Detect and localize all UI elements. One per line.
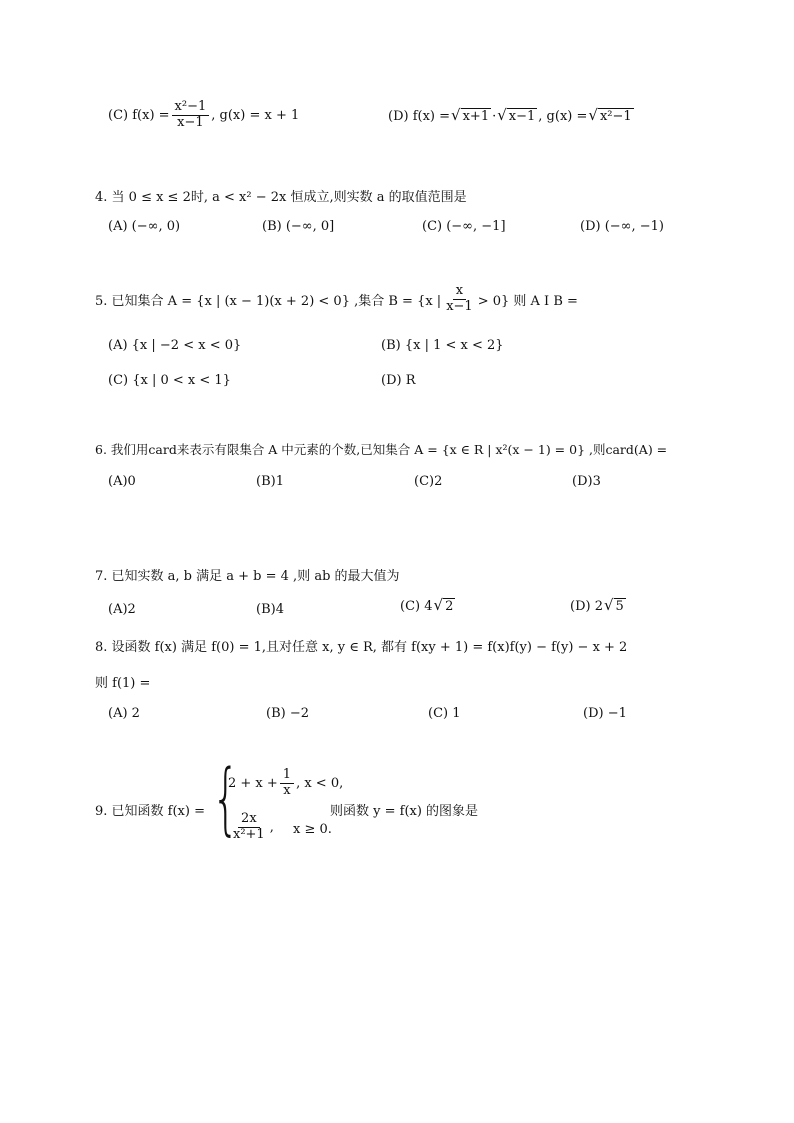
q8-option-b: (B) −2 <box>266 706 309 721</box>
q5-stem <box>95 284 578 315</box>
q7-c-sqrt: √ 2 <box>433 596 454 614</box>
q9-case2-numerator: 2x <box>238 812 260 828</box>
q9-case2-b: , <box>269 819 274 835</box>
q6-option-c: (C)2 <box>414 474 443 489</box>
q5-stem-b: > 0} 则 A I B = <box>477 293 578 309</box>
q5-fraction <box>443 284 476 315</box>
q8-stem: 8. 设函数 f(x) 满足 f(0) = 1,且对任意 x, y ∈ R, 都有 f(xy + 1) = f(x)f(y) − f(y) − x + 2 <box>95 640 628 655</box>
q8-stem-line2: 则 f(1) = <box>95 676 151 691</box>
q3-c-denominator: x−1 <box>177 114 204 130</box>
q3-option-d <box>388 108 635 125</box>
q6-stem: 6. 我们用card来表示有限集合 A 中元素的个数,已知集合 A = {x ∈ R | x²(x − 1) = 0} ,则card(A) = <box>95 442 668 457</box>
q3-d-sqrt-2: √ x−1 <box>497 106 536 124</box>
q7-option-d <box>570 598 627 615</box>
q6-option-b: (B)1 <box>256 474 284 489</box>
q3-d-sqrt-3: √ x²−1 <box>588 106 632 124</box>
q3-c-fx: f(x) = <box>132 107 170 123</box>
q7-d-radicand: 5 <box>615 599 624 614</box>
q9-case2-fraction <box>230 812 268 843</box>
q8-option-d: (D) −1 <box>583 706 627 721</box>
q9-suffix: 则函数 y = f(x) 的图象是 <box>330 804 479 819</box>
q3-d-sqrt-1: √ x+1 <box>451 106 490 124</box>
q7-option-c <box>400 598 456 615</box>
q4-stem: 4. 当 0 ≤ x ≤ 2时, a < x² − 2x 恒成立,则实数 a 的取值范围是 <box>95 190 467 205</box>
q9-case2-denominator: x²+1 <box>233 826 265 842</box>
q4-option-b: (B) (−∞, 0] <box>262 219 335 234</box>
q6-option-d: (D)3 <box>572 474 601 489</box>
q7-option-b: (B)4 <box>256 602 284 617</box>
q9-case1-a: 2 + x + <box>228 775 278 791</box>
q9-prefix: 9. 已知函数 f(x) = <box>95 804 205 819</box>
q3-d-label: (D) <box>388 108 409 124</box>
q4-option-d: (D) (−∞, −1) <box>580 219 664 234</box>
q7-d-sqrt: √ 5 <box>603 596 624 614</box>
q9-case1-numerator: 1 <box>280 768 294 784</box>
q5-option-b: (B) {x | 1 < x < 2} <box>381 338 504 353</box>
q7-d-label: (D) 2 <box>570 598 603 614</box>
q5-option-a: (A) {x | −2 < x < 0} <box>108 338 242 353</box>
q7-c-radicand: 2 <box>445 599 454 614</box>
q7-stem: 7. 已知实数 a, b 满足 a + b = 4 ,则 ab 的最大值为 <box>95 569 400 584</box>
q3-c-fraction <box>172 100 210 131</box>
q5-option-d: (D) R <box>381 373 416 388</box>
q5-numerator: x <box>453 284 466 300</box>
q3-d-radicand-3: x²−1 <box>599 109 632 124</box>
q9-case1-b: , x < 0, <box>296 775 344 791</box>
q3-d-radicand-2: x−1 <box>508 109 536 124</box>
q3-option-c <box>108 100 299 131</box>
q4-option-c: (C) (−∞, −1] <box>422 219 506 234</box>
q3-d-dot: · <box>492 108 497 124</box>
q4-option-a: (A) (−∞, 0) <box>108 219 181 234</box>
q3-d-g: , g(x) = <box>538 108 588 124</box>
q9-case-1 <box>228 768 343 799</box>
q9-brace: { <box>212 754 240 844</box>
q5-stem-a: 5. 已知集合 A = {x | (x − 1)(x + 2) < 0} ,集合 B = {x | <box>95 293 442 309</box>
q9-case1-fraction <box>280 768 294 799</box>
q9-case1-denominator: x <box>283 782 291 798</box>
q3-d-fx: f(x) = <box>412 108 451 124</box>
q6-option-a: (A)0 <box>108 474 136 489</box>
q3-d-radicand-1: x+1 <box>462 109 490 124</box>
q3-c-numerator: x²−1 <box>172 100 210 116</box>
q7-c-label: (C) 4 <box>400 598 433 614</box>
q8-option-a: (A) 2 <box>108 706 140 721</box>
q7-option-a: (A)2 <box>108 602 136 617</box>
q3-c-label: (C) <box>108 107 129 123</box>
q9-case2-condition: x ≥ 0. <box>293 822 332 837</box>
q9-case-2 <box>228 812 274 843</box>
q5-option-c: (C) {x | 0 < x < 1} <box>108 373 231 388</box>
q5-denominator: x−1 <box>446 298 473 314</box>
q3-c-g: , g(x) = x + 1 <box>211 107 300 123</box>
q8-option-c: (C) 1 <box>428 706 461 721</box>
